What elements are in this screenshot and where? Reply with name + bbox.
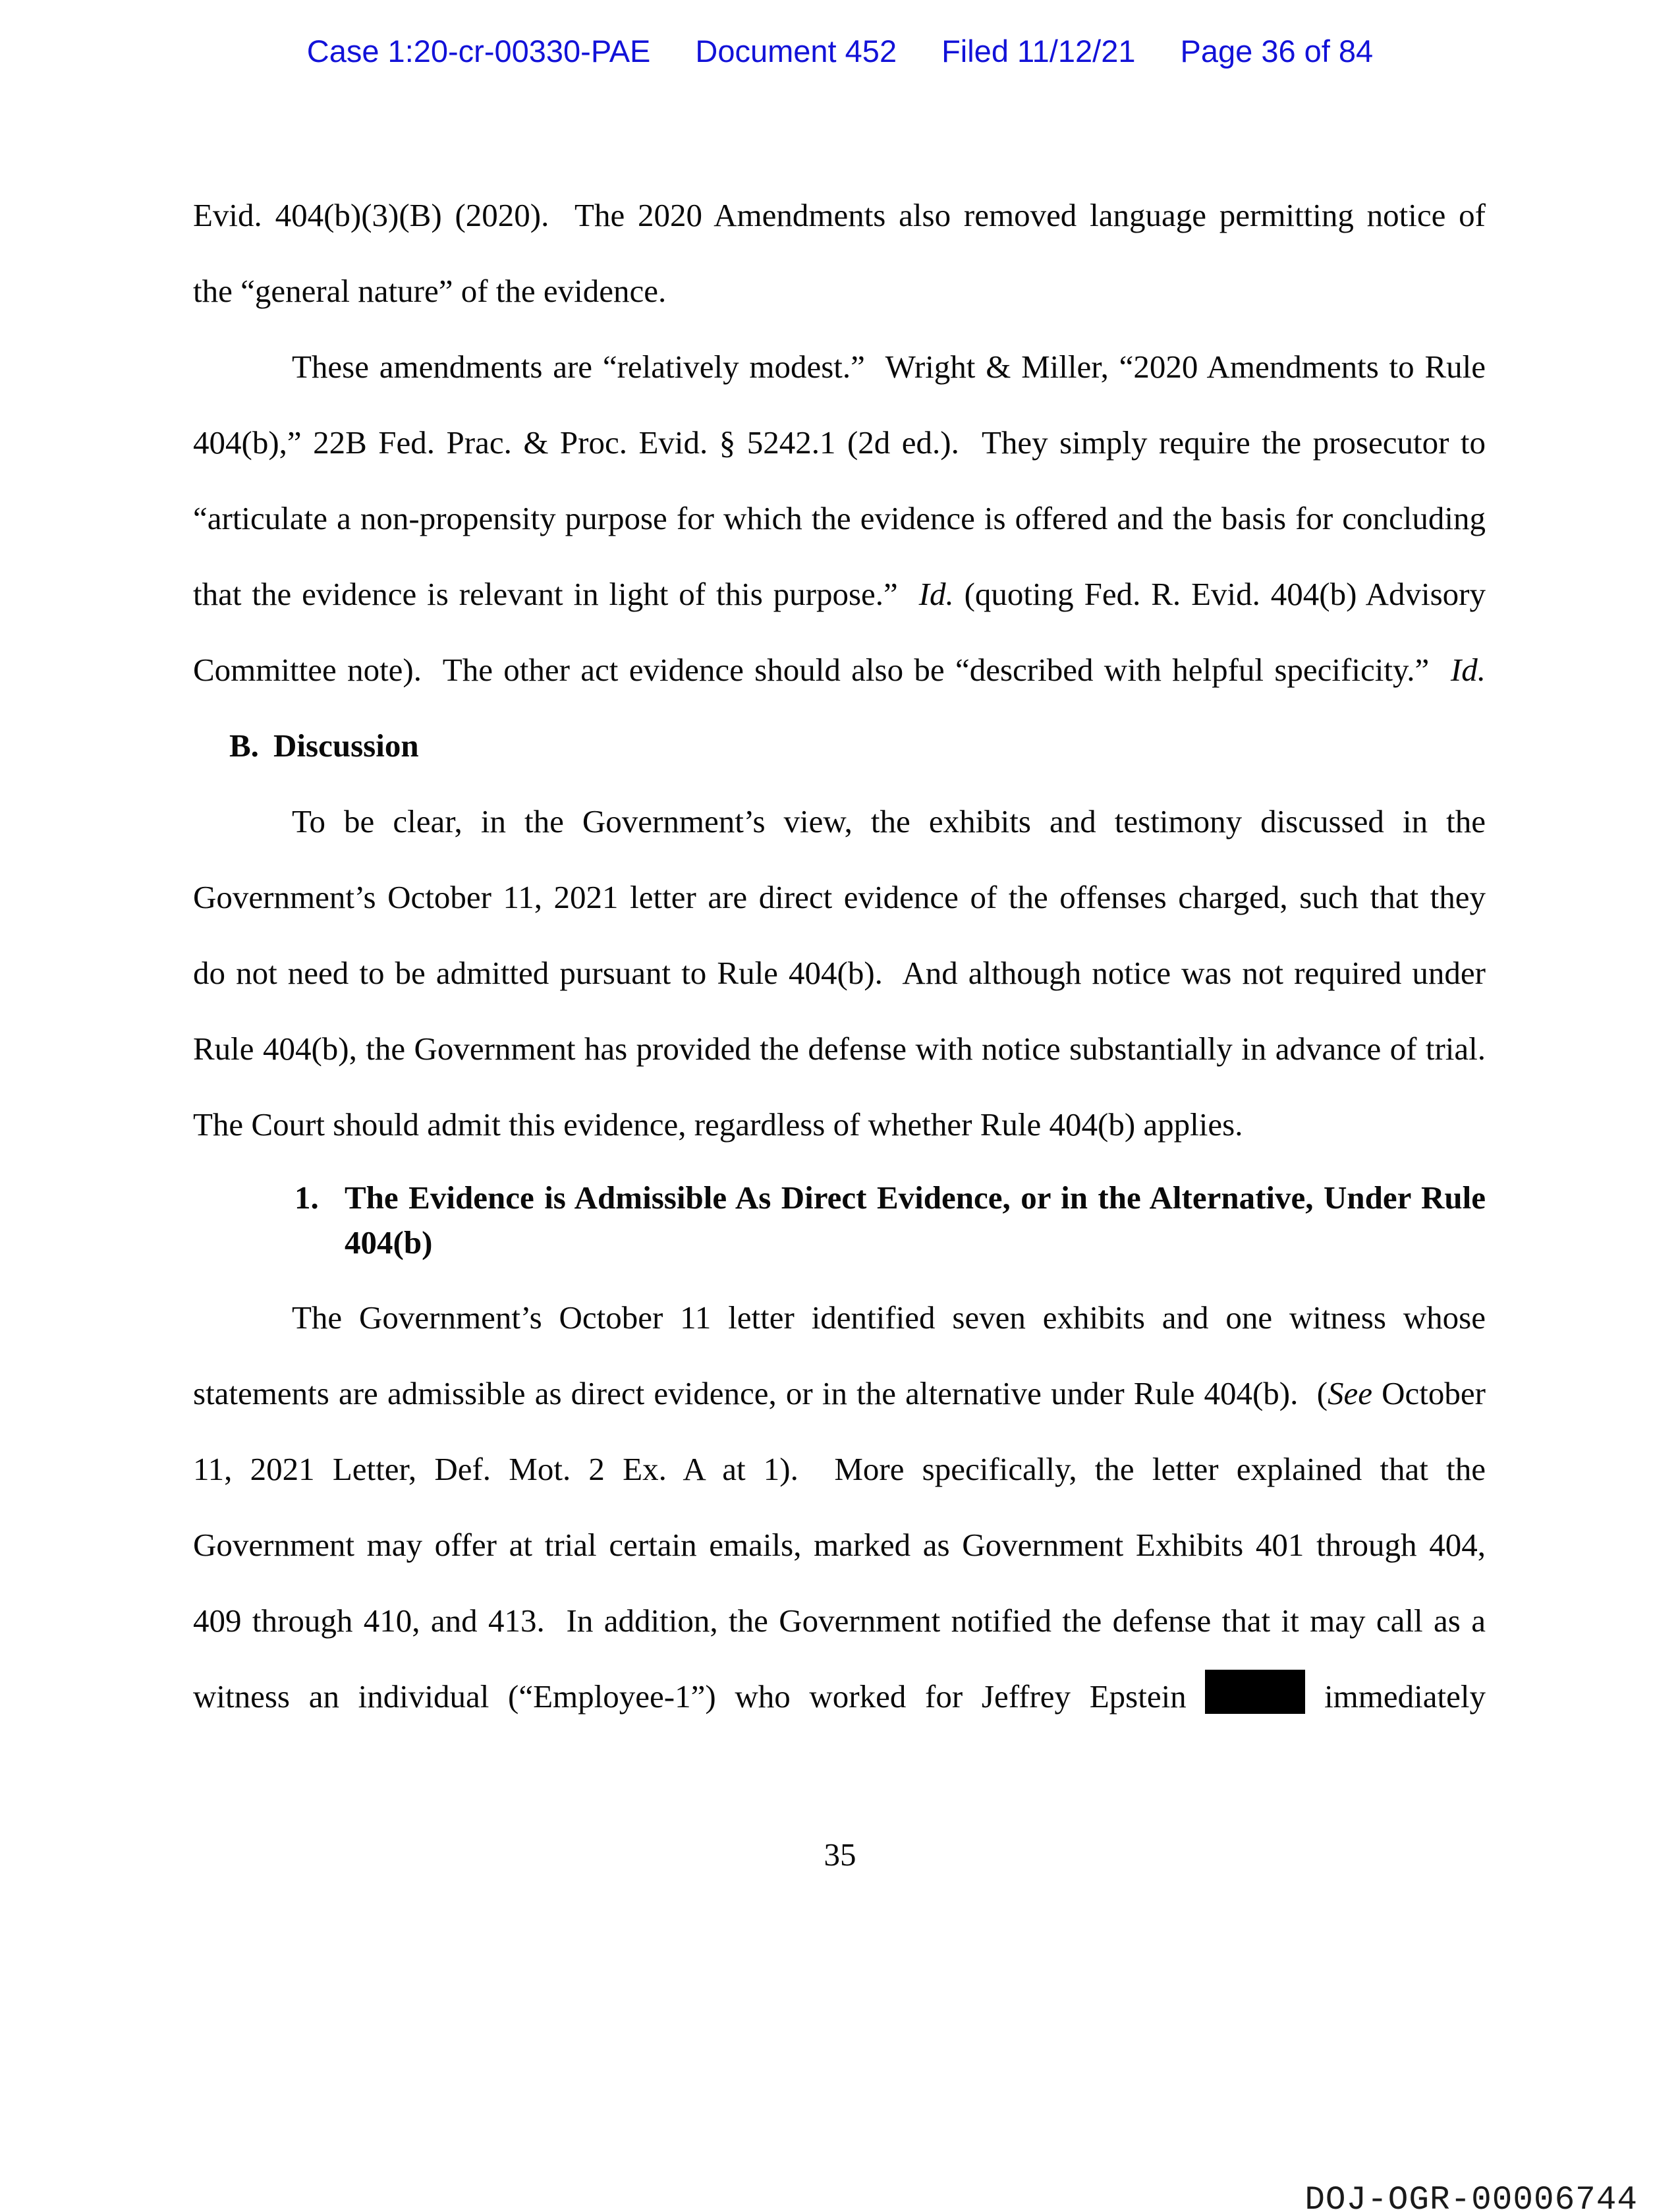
body-text: 409 through 410, and 413. In addition, the Government notified the defense that it may call as a (193, 1602, 1486, 1639)
body-text: Government’s October 11, 2021 letter are direct evidence of the offenses charged, such that they (193, 879, 1486, 915)
paragraph-to-be-clear (193, 783, 1486, 1162)
subsection-title-line: 404(b) (345, 1224, 433, 1261)
case-number: Case 1:20-cr-00330-PAE (306, 34, 651, 69)
body-text: Rule 404(b), the Government has provided the defense with notice substantially in advance of trial. (193, 1031, 1486, 1067)
section-title: Discussion (273, 727, 419, 764)
body-text: The Court should admit this evidence, regardless of whether Rule 404(b) applies. (193, 1106, 1243, 1143)
body-text: “articulate a non-propensity purpose for which the evidence is offered and the basis for concluding (193, 500, 1486, 536)
subsection-title-lines (345, 1176, 1486, 1265)
body-text: 404(b),” 22B Fed. Prac. & Proc. Evid. § 5242.1 (2d ed.). They simply require the prosecutor to (193, 424, 1486, 461)
body-text: Government may offer at trial certain emails, marked as Government Exhibits 401 through 404, (193, 1527, 1486, 1563)
redaction-box (1205, 1670, 1305, 1714)
document-line (193, 783, 1486, 859)
subsection-heading-admissible (294, 1176, 1486, 1265)
body-text: October (1372, 1375, 1486, 1411)
body-text: (quoting Fed. R. Evid. 404(b) Advisory (953, 576, 1486, 612)
italic-citation-text: Id. (1450, 652, 1486, 688)
italic-citation-text: Id. (918, 576, 954, 612)
body-text: These amendments are “relatively modest.” Wright & Miller, “2020 Amendments to Rule (292, 349, 1486, 385)
body-text: 11, 2021 Letter, Def. Mot. 2 Ex. A at 1). More specifically, the letter explained that the (193, 1451, 1486, 1487)
page-indicator: Page 36 of 84 (1180, 34, 1374, 69)
paragraph-amendments (193, 329, 1486, 708)
body-text: Evid. 404(b)(3)(B) (2020). The 2020 Amendments also removed language permitting notice of (193, 197, 1486, 233)
document-line (193, 1011, 1486, 1087)
section-heading-discussion (229, 708, 1522, 783)
body-text: witness an individual (“Employee-1”) who worked for Jeffrey Epstein (193, 1678, 1206, 1715)
document-number: Document 452 (695, 34, 897, 69)
document-line (193, 177, 1486, 253)
document-line (193, 329, 1486, 405)
document-line (193, 935, 1486, 1011)
body-text: statements are admissible as direct evidence, or in the alternative under Rule 404(b). ( (193, 1375, 1328, 1411)
document-line (193, 480, 1486, 556)
document-line (193, 632, 1486, 708)
document-line (193, 1431, 1486, 1507)
section-letter: B. (229, 727, 259, 764)
body-text: immediately (1305, 1678, 1486, 1715)
document-line (193, 1355, 1486, 1431)
subsection-title-line: The Evidence is Admissible As Direct Evidence, or in the Alternative, Under Rule (345, 1179, 1486, 1216)
document-line (193, 1583, 1486, 1659)
body-text: Committee note). The other act evidence should also be “described with helpful specificity.” (193, 652, 1451, 688)
document-line (193, 405, 1486, 480)
document-line (193, 556, 1486, 632)
body-text: To be clear, in the Government’s view, the exhibits and testimony discussed in the (292, 803, 1486, 839)
subsection-number: 1. (294, 1179, 319, 1216)
body-text: the “general nature” of the evidence. (193, 273, 667, 309)
case-header (0, 33, 1680, 69)
document-line (193, 859, 1486, 935)
bates-number: DOJ-OGR-00006744 (1304, 2182, 1638, 2212)
body-text: The Government’s October 11 letter identified seven exhibits and one witness whose (292, 1299, 1486, 1336)
body-text: that the evidence is relevant in light of this purpose.” (193, 576, 919, 612)
document-line (193, 1280, 1486, 1355)
paragraph-evid-404 (193, 177, 1486, 329)
document-line (193, 1087, 1486, 1162)
italic-citation-text: See (1328, 1375, 1373, 1411)
paragraph-october-11-letter (193, 1280, 1486, 1734)
page-number: 35 (824, 1836, 856, 1873)
document-line (193, 1507, 1486, 1583)
document-line (193, 1659, 1486, 1734)
body-text: do not need to be admitted pursuant to Rule 404(b). And although notice was not required under (193, 955, 1486, 991)
document-line (193, 253, 1486, 329)
filed-date: Filed 11/12/21 (941, 34, 1136, 69)
